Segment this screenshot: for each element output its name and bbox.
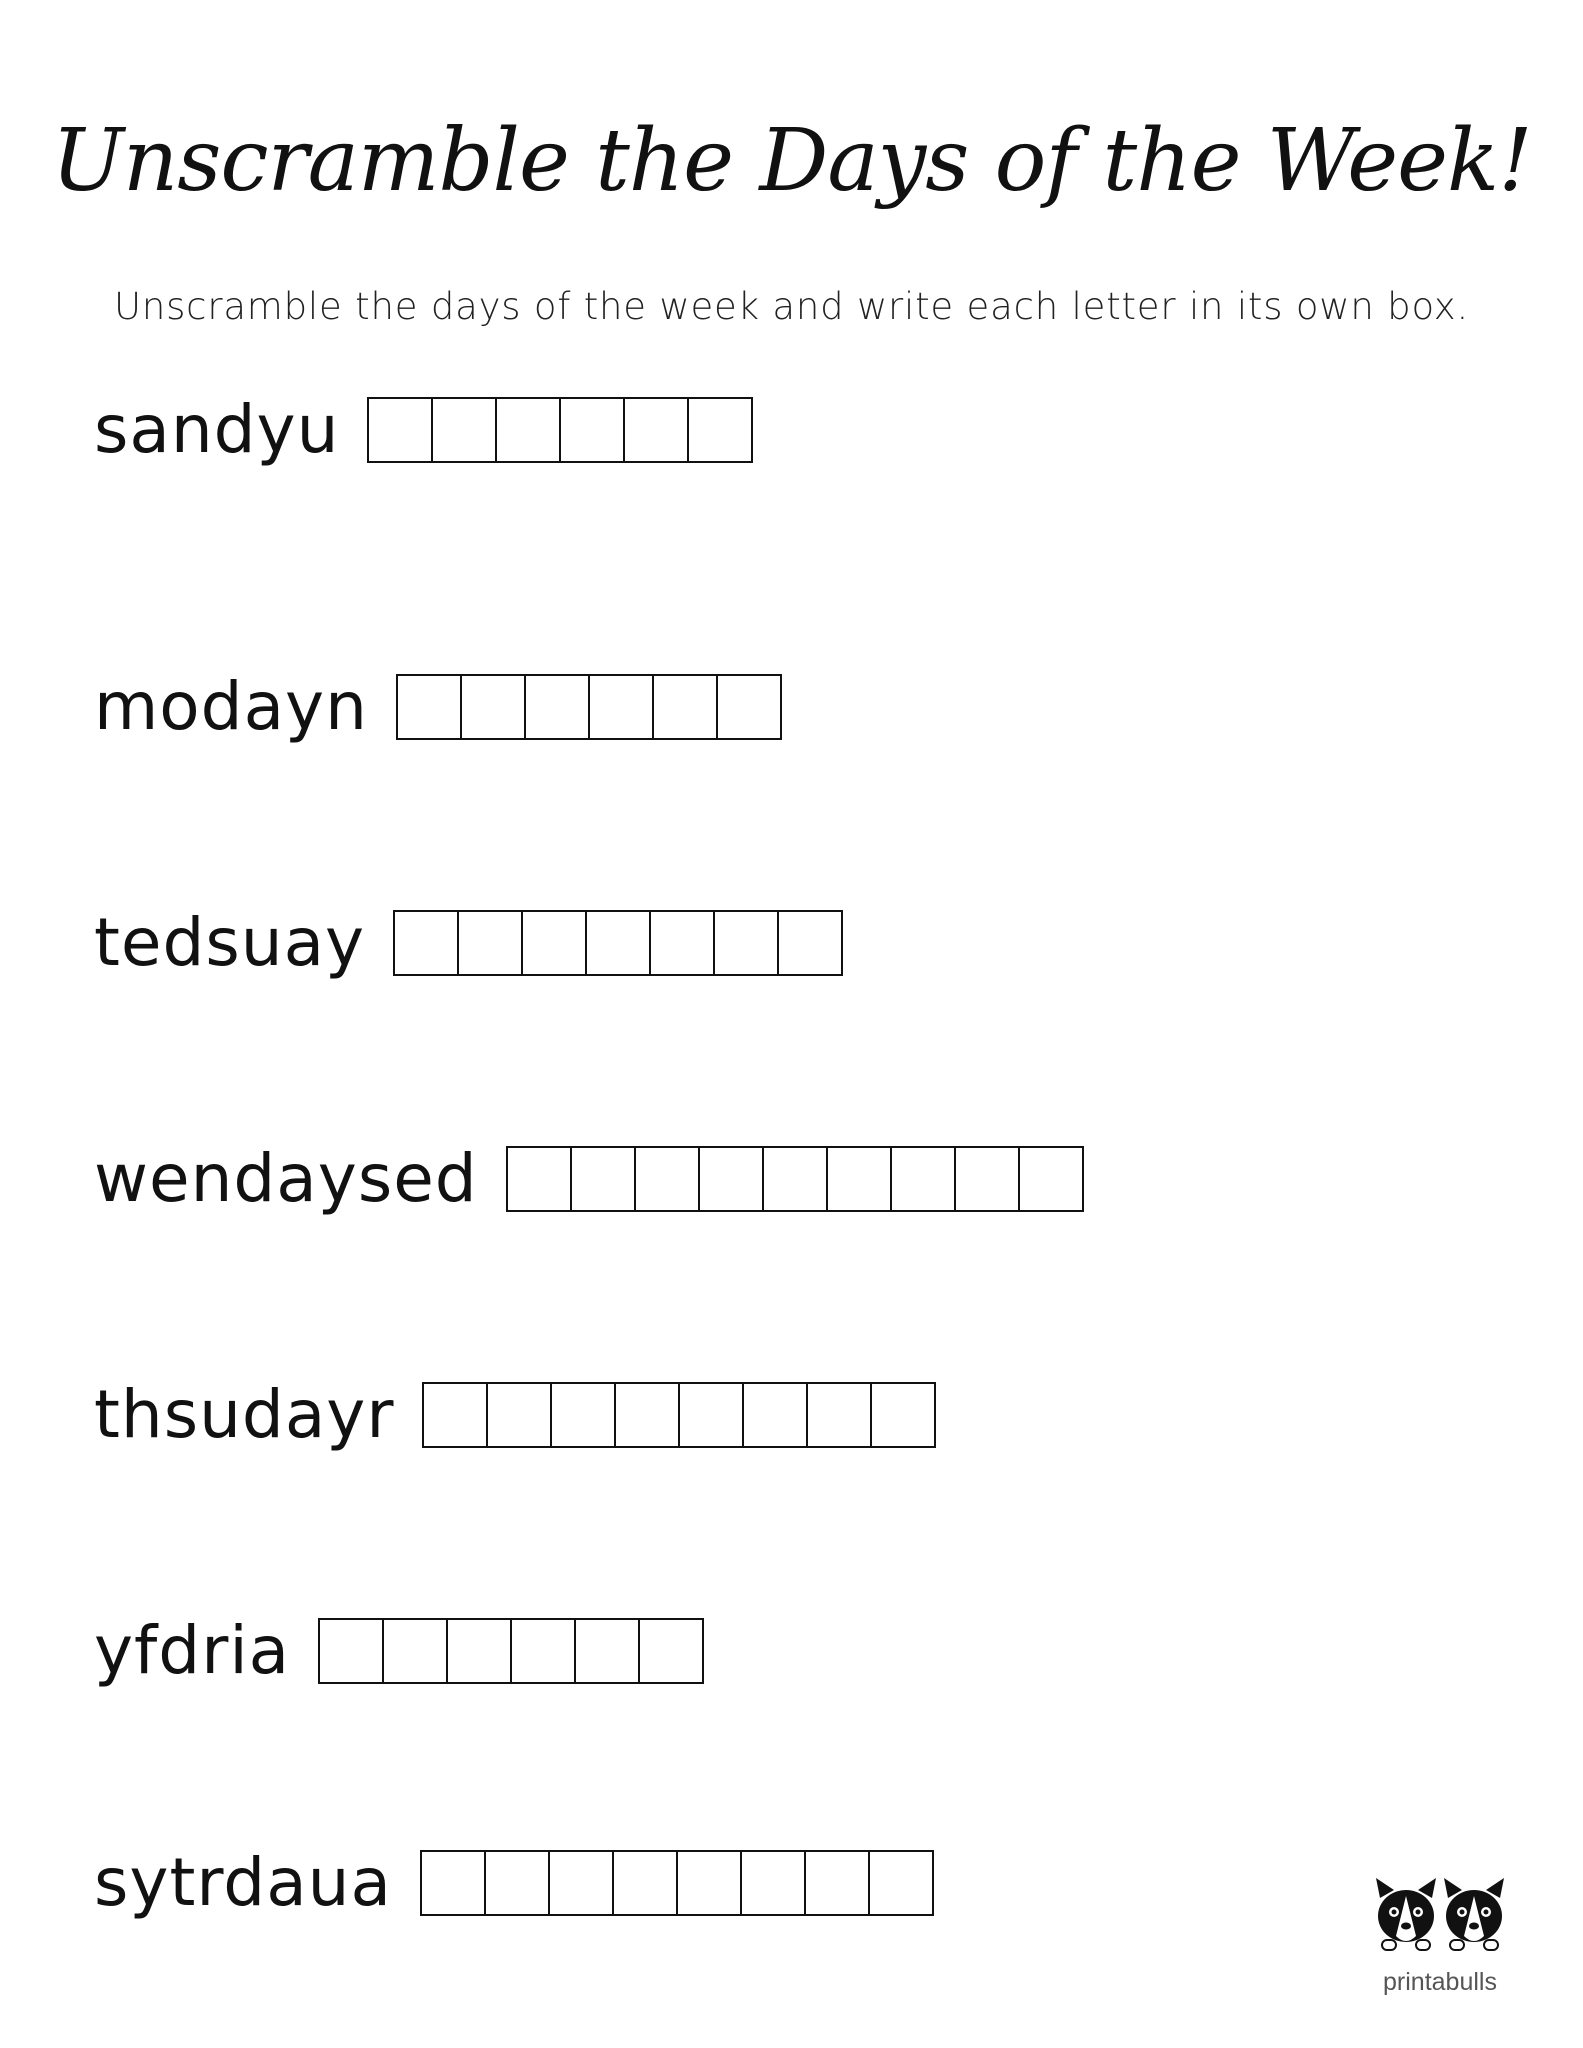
letter-box[interactable] bbox=[954, 1146, 1020, 1212]
letter-box[interactable] bbox=[588, 674, 654, 740]
puzzle-row-1 bbox=[94, 391, 753, 468]
letter-box[interactable] bbox=[431, 397, 497, 463]
letter-boxes bbox=[318, 1618, 704, 1684]
letter-box[interactable] bbox=[521, 910, 587, 976]
letter-box[interactable] bbox=[382, 1618, 448, 1684]
letter-box[interactable] bbox=[716, 674, 782, 740]
scrambled-word: tedsuay bbox=[94, 904, 366, 981]
puzzle-row-5 bbox=[94, 1376, 936, 1453]
letter-box[interactable] bbox=[457, 910, 523, 976]
puzzle-row-2 bbox=[94, 668, 782, 745]
scrambled-word: thsudayr bbox=[94, 1376, 395, 1453]
letter-boxes bbox=[506, 1146, 1084, 1212]
page-title: Unscramble the Days of the Week! bbox=[51, 111, 1532, 211]
brand-name: printabulls bbox=[1383, 1968, 1497, 1996]
letter-box[interactable] bbox=[623, 397, 689, 463]
puzzle-row-3 bbox=[94, 904, 843, 981]
letter-box[interactable] bbox=[804, 1850, 870, 1916]
letter-box[interactable] bbox=[585, 910, 651, 976]
letter-box[interactable] bbox=[550, 1382, 616, 1448]
puzzle-row-6 bbox=[94, 1612, 704, 1689]
letter-box[interactable] bbox=[612, 1850, 678, 1916]
letter-box[interactable] bbox=[687, 397, 753, 463]
letter-box[interactable] bbox=[713, 910, 779, 976]
puzzle-row-4 bbox=[94, 1140, 1084, 1217]
letter-box[interactable] bbox=[762, 1146, 828, 1212]
letter-box[interactable] bbox=[698, 1146, 764, 1212]
letter-box[interactable] bbox=[649, 910, 715, 976]
letter-box[interactable] bbox=[396, 674, 462, 740]
letter-boxes bbox=[393, 910, 843, 976]
letter-boxes bbox=[422, 1382, 936, 1448]
letter-box[interactable] bbox=[495, 397, 561, 463]
letter-box[interactable] bbox=[676, 1850, 742, 1916]
letter-box[interactable] bbox=[506, 1146, 572, 1212]
scrambled-word: sandyu bbox=[94, 391, 340, 468]
letter-box[interactable] bbox=[652, 674, 718, 740]
letter-box[interactable] bbox=[548, 1850, 614, 1916]
scrambled-word: modayn bbox=[94, 668, 368, 745]
letter-box[interactable] bbox=[559, 397, 625, 463]
letter-box[interactable] bbox=[870, 1382, 936, 1448]
letter-box[interactable] bbox=[422, 1382, 488, 1448]
letter-box[interactable] bbox=[634, 1146, 700, 1212]
letter-box[interactable] bbox=[484, 1850, 550, 1916]
letter-box[interactable] bbox=[510, 1618, 576, 1684]
letter-box[interactable] bbox=[460, 674, 526, 740]
scrambled-word: yfdria bbox=[94, 1612, 291, 1689]
letter-box[interactable] bbox=[777, 910, 843, 976]
letter-box[interactable] bbox=[890, 1146, 956, 1212]
letter-box[interactable] bbox=[570, 1146, 636, 1212]
letter-box[interactable] bbox=[740, 1850, 806, 1916]
letter-box[interactable] bbox=[826, 1146, 892, 1212]
letter-box[interactable] bbox=[806, 1382, 872, 1448]
letter-box[interactable] bbox=[638, 1618, 704, 1684]
puzzle-row-7 bbox=[94, 1844, 934, 1921]
letter-box[interactable] bbox=[678, 1382, 744, 1448]
letter-box[interactable] bbox=[574, 1618, 640, 1684]
letter-box[interactable] bbox=[420, 1850, 486, 1916]
scrambled-word: wendaysed bbox=[94, 1140, 478, 1217]
letter-box[interactable] bbox=[446, 1618, 512, 1684]
instructions-text: Unscramble the days of the week and write each letter in its own box. bbox=[113, 285, 1470, 328]
letter-box[interactable] bbox=[318, 1618, 384, 1684]
letter-box[interactable] bbox=[1018, 1146, 1084, 1212]
letter-boxes bbox=[367, 397, 753, 463]
scrambled-word: sytrdaua bbox=[94, 1844, 392, 1921]
letter-box[interactable] bbox=[614, 1382, 680, 1448]
letter-boxes bbox=[396, 674, 782, 740]
letter-box[interactable] bbox=[868, 1850, 934, 1916]
dog-faces-icon bbox=[1360, 1868, 1520, 1968]
letter-box[interactable] bbox=[742, 1382, 808, 1448]
brand-logo bbox=[1360, 1868, 1520, 2018]
letter-box[interactable] bbox=[486, 1382, 552, 1448]
letter-box[interactable] bbox=[393, 910, 459, 976]
letter-box[interactable] bbox=[367, 397, 433, 463]
letter-box[interactable] bbox=[524, 674, 590, 740]
letter-boxes bbox=[420, 1850, 934, 1916]
